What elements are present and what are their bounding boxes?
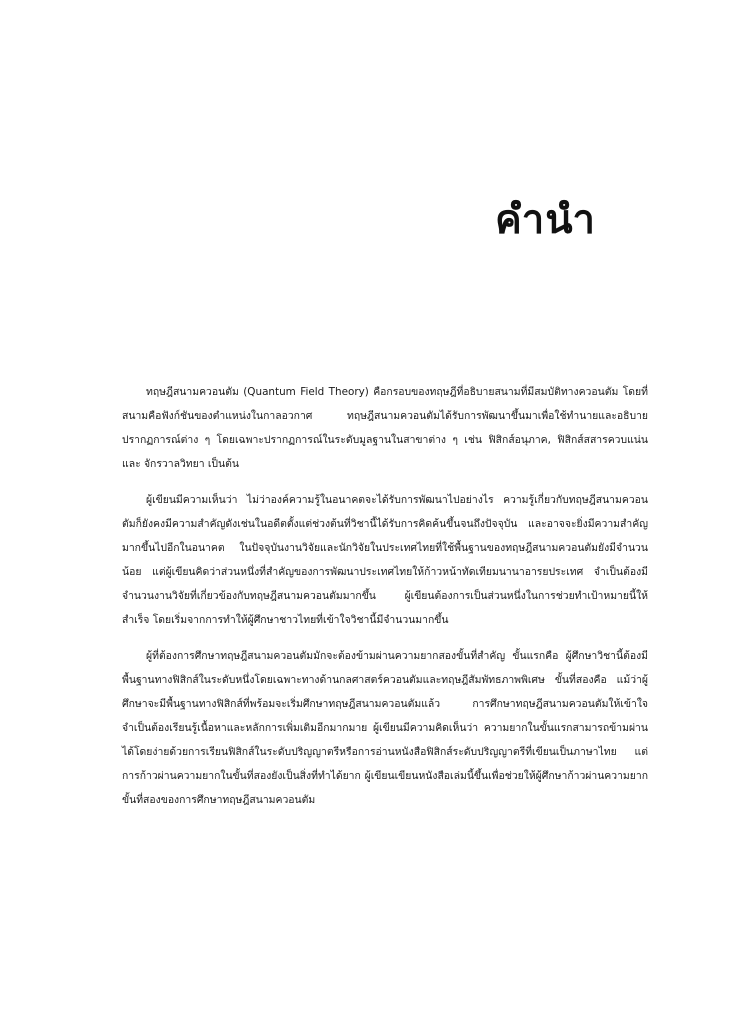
page-title: คำนำ	[494, 197, 596, 243]
paragraph-3: ผู้ที่ต้องการศึกษาทฤษฎีสนามควอนตัมมักจะต้องข้ามผ่านความยากสองขั้นที่สำคัญ ขั้นแรกคือ ผู้ศึกษาวิชานี้ต้องมีพื้นฐานทางฟิสิกส์ในระดับหนึ่งโดยเฉพาะทางด้านกลศาสตร์ควอนตัมและทฤษฎีสัมพัทธภาพพิเศษ ขั้นที่สองคือ แม้ว่าผู้ศึกษาจะมีพื้นฐานทางฟิสิกส์ที่พร้อมจะเริ่มศึกษาทฤษฎีสนามควอนตัมแล้ว การศึกษาทฤษฎีสนามควอนตัมให้เข้าใจ จำเป็นต้องเรียนรู้เนื้อหาและหลักการเพิ่มเติมอีกมากมาย ผู้เขียนมีความคิดเห็นว่า ความยากในขั้นแรกสามารถข้ามผ่านได้โดยง่ายด้วยการเรียนฟิสิกส์ในระดับปริญญาตรีหรือการอ่านหนังสือฟิสิกส์ระดับปริญญาตรีที่เขียนเป็นภาษาไทย แต่การก้าวผ่านความยากในขั้นที่สองยังเป็นสิ่งที่ทำได้ยาก ผู้เขียนเขียนหนังสือเล่มนี้ขึ้นเพื่อช่วยให้ผู้ศึกษาก้าวผ่านความยากขั้นที่สองของการศึกษาทฤษฎีสนามควอนตัม	[122, 650, 648, 806]
paragraph-1: ทฤษฎีสนามควอนตัม (Quantum Field Theory) คือกรอบของทฤษฎีที่อธิบายสนามที่มีสมบัติทางควอนตัม โดยที่สนามคือฟังก์ชันของตำแหน่งในกาลอวกาศ ทฤษฎีสนามควอนตัมได้รับการพัฒนาขึ้นมาเพื่อใช้ทำนายและอธิบายปรากฏการณ์ต่าง ๆ โดยเฉพาะปรากฏการณ์ในระดับมูลฐานในสาขาต่าง ๆ เช่น ฟิสิกส์อนุภาค, ฟิสิกส์สสารควบแน่น และ จักรวาลวิทยา เป็นต้น	[122, 386, 648, 470]
paragraph-2: ผู้เขียนมีความเห็นว่า ไม่ว่าองค์ความรู้ในอนาคตจะได้รับการพัฒนาไปอย่างไร ความรู้เกี่ยวกับทฤษฎีสนามควอนตัมก็ยังคงมีความสำคัญดังเช่นในอดีตตั้งแต่ช่วงต้นที่วิชานี้ได้รับการคิดค้นขึ้นจนถึงปัจจุบัน และอาจจะยิ่งมีความสำคัญมากขึ้นไปอีกในอนาคต ในปัจจุบันงานวิจัยและนักวิจัยในประเทศไทยที่ใช้พื้นฐานของทฤษฎีสนามควอนตัมยังมีจำนวนน้อย แต่ผู้เขียนคิดว่าส่วนหนึ่งที่สำคัญของการพัฒนาประเทศไทยให้ก้าวหน้าทัดเทียมนานาอารยประเทศ จำเป็นต้องมีจำนวนงานวิจัยที่เกี่ยวข้องกับทฤษฎีสนามควอนตัมมากขึ้น ผู้เขียนต้องการเป็นส่วนหนึ่งในการช่วยทำเป้าหมายนี้ให้สำเร็จ โดยเริ่มจากการทำให้ผู้ศึกษาชาวไทยที่เข้าใจวิชานี้มีจำนวนมากขึ้น	[122, 494, 648, 626]
preface-body	[122, 380, 648, 824]
